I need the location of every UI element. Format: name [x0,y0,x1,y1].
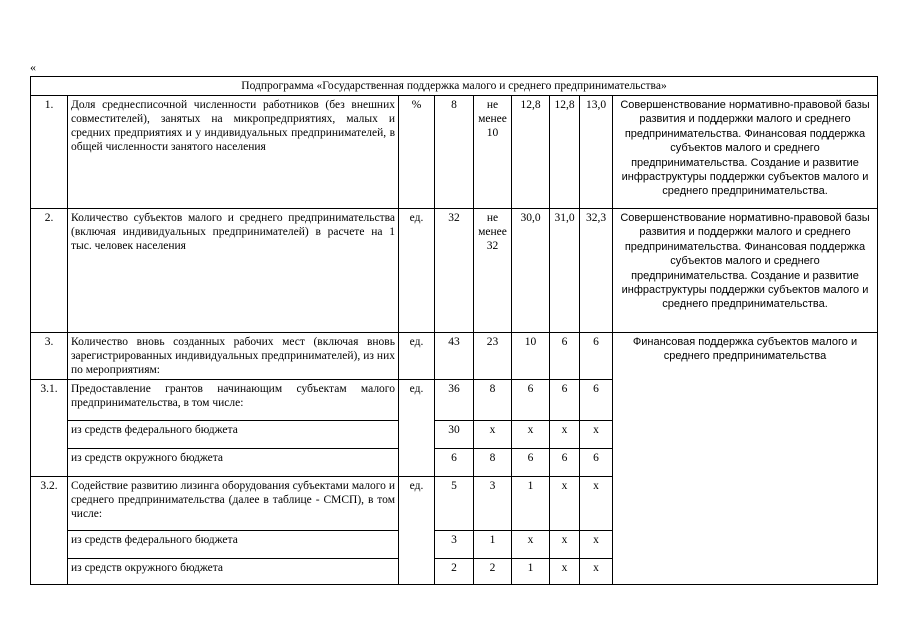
table-row [31,209,878,333]
indicator-name: из средств федерального бюджета [68,421,399,449]
year3-value: x [580,531,613,559]
year1-value: x [512,421,550,449]
year2-value: 6 [550,380,580,421]
year2-value: 6 [550,449,580,477]
base-value: 2 [435,559,474,585]
year3-value: 6 [580,449,613,477]
year3-value: x [580,477,613,531]
year1-value: 6 [512,449,550,477]
base-value: 30 [435,421,474,449]
year3-value: 32,3 [580,209,613,333]
row-number: 3.2. [31,477,68,585]
base-value: 8 [435,96,474,209]
base-value: 6 [435,449,474,477]
target-value: 1 [474,531,512,559]
base-value: 43 [435,333,474,380]
base-value: 32 [435,209,474,333]
row-number: 3. [31,333,68,380]
target-value: не менее 10 [474,96,512,209]
subprogram-title: Подпрограмма «Государственная поддержка малого и среднего предпринимательства» [31,77,878,96]
activity-cell: Совершенствование нормативно-правовой базы развития и поддержки малого и среднего предпринимательства. Финансовая поддержка субъектов малого и среднего предпринимательства. Создание и развитие инфраструктуры поддержки субъектов малого и среднего предпринимательства. [613,209,878,333]
year3-value: 13,0 [580,96,613,209]
activity-cell: Совершенствование нормативно-правовой базы развития и поддержки малого и среднего предпринимательства. Финансовая поддержка субъектов малого и среднего предпринимательства. Создание и развитие инфраструктуры поддержки субъектов малого и среднего предпринимательства. [613,96,878,209]
table-row [31,333,878,380]
base-value: 5 [435,477,474,531]
indicator-name: из средств федерального бюджета [68,531,399,559]
year1-value: x [512,531,550,559]
year1-value: 30,0 [512,209,550,333]
unit-cell: ед. [399,477,435,585]
year1-value: 12,8 [512,96,550,209]
target-value: x [474,421,512,449]
target-value: 8 [474,380,512,421]
activity-cell: Финансовая поддержка субъектов малого и среднего предпринимательства [613,333,878,585]
subprogram-title-row [31,77,878,96]
target-value: 8 [474,449,512,477]
unit-cell: ед. [399,380,435,477]
row-number: 1. [31,96,68,209]
indicator-name: Количество субъектов малого и среднего предпринимательства (включая индивидуальных предпринимателей) в расчете на 1 тыс. человек населения [68,209,399,333]
indicators-table [30,76,878,585]
year3-value: x [580,421,613,449]
year1-value: 6 [512,380,550,421]
year2-value: 6 [550,333,580,380]
indicator-name: Содействие развитию лизинга оборудования субъектами малого и среднего предпринимательства (далее в таблице - СМСП), в том числе: [68,477,399,531]
year2-value: x [550,559,580,585]
indicator-name: Доля среднесписочной численности работников (без внешних совместителей), занятых на микропредприятиях, малых и средних предприятиях и у индивидуальных предпринимателей, в общей численности занятого населения [68,96,399,209]
target-value: 3 [474,477,512,531]
year2-value: 31,0 [550,209,580,333]
row-number: 2. [31,209,68,333]
year3-value: 6 [580,333,613,380]
table-row [31,96,878,209]
year2-value: x [550,421,580,449]
year3-value: 6 [580,380,613,421]
indicator-name: Предоставление грантов начинающим субъектам малого предпринимательства, в том числе: [68,380,399,421]
unit-cell: ед. [399,333,435,380]
year1-value: 1 [512,477,550,531]
year2-value: x [550,477,580,531]
indicator-name: из средств окружного бюджета [68,559,399,585]
base-value: 36 [435,380,474,421]
year1-value: 10 [512,333,550,380]
year1-value: 1 [512,559,550,585]
unit-cell: ед. [399,209,435,333]
target-value: не менее 32 [474,209,512,333]
indicator-name: из средств окружного бюджета [68,449,399,477]
target-value: 23 [474,333,512,380]
year2-value: x [550,531,580,559]
row-number: 3.1. [31,380,68,477]
year2-value: 12,8 [550,96,580,209]
open-quote: « [30,60,36,74]
year3-value: x [580,559,613,585]
indicator-name: Количество вновь созданных рабочих мест (включая вновь зарегистрированных индивидуальных предпринимателей), из них по мероприятиям: [68,333,399,380]
target-value: 2 [474,559,512,585]
unit-cell: % [399,96,435,209]
base-value: 3 [435,531,474,559]
